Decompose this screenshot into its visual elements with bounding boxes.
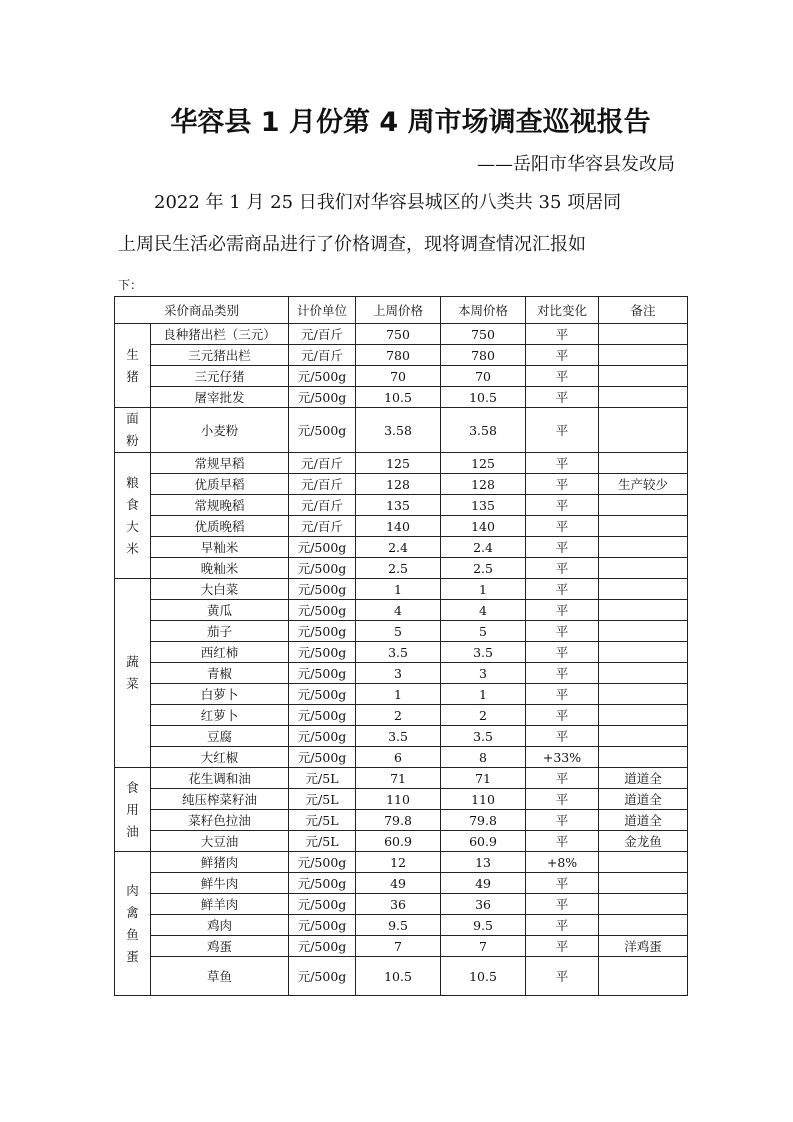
item-cell: 大豆油 — [151, 831, 289, 852]
change-cell: 平 — [526, 915, 599, 936]
this-week-price-cell: 8 — [441, 747, 526, 768]
item-cell: 小麦粉 — [151, 408, 289, 453]
intro-line-1: 2022 年 1 月 25 日我们对华容县城区的八类共 35 项居同 — [154, 192, 622, 213]
this-week-price-cell: 125 — [441, 453, 526, 474]
change-cell: +33% — [526, 747, 599, 768]
item-cell: 良种猪出栏（三元） — [151, 324, 289, 345]
unit-cell: 元/500g — [289, 537, 356, 558]
unit-cell: 元/500g — [289, 600, 356, 621]
note-cell — [599, 387, 688, 408]
intro-line-2: 上周民生活必需商品进行了价格调查，现将调查情况汇报如 — [118, 234, 586, 255]
table-header-row — [115, 297, 688, 324]
table-row — [115, 408, 688, 453]
this-week-price-cell: 3.5 — [441, 642, 526, 663]
change-cell: +8% — [526, 852, 599, 873]
table-row — [115, 495, 688, 516]
last-week-price-cell: 2 — [356, 705, 441, 726]
this-week-price-cell: 3 — [441, 663, 526, 684]
change-cell: 平 — [526, 324, 599, 345]
header-unit: 计价单位 — [289, 297, 356, 324]
table-row — [115, 537, 688, 558]
item-cell: 青椒 — [151, 663, 289, 684]
unit-cell: 元/500g — [289, 726, 356, 747]
change-cell: 平 — [526, 957, 599, 996]
table-row — [115, 747, 688, 768]
price-survey-table — [114, 296, 688, 996]
item-cell: 优质晚稻 — [151, 516, 289, 537]
note-cell — [599, 324, 688, 345]
table-row — [115, 726, 688, 747]
unit-cell: 元/5L — [289, 789, 356, 810]
change-cell: 平 — [526, 474, 599, 495]
change-cell: 平 — [526, 642, 599, 663]
change-cell: 平 — [526, 705, 599, 726]
note-cell: 道道全 — [599, 810, 688, 831]
header-note: 备注 — [599, 297, 688, 324]
category-cell: 蔬 菜 — [115, 579, 151, 768]
this-week-price-cell: 750 — [441, 324, 526, 345]
item-cell: 豆腐 — [151, 726, 289, 747]
last-week-price-cell: 6 — [356, 747, 441, 768]
table-row — [115, 600, 688, 621]
last-week-price-cell: 3 — [356, 663, 441, 684]
unit-cell: 元/百斤 — [289, 324, 356, 345]
last-week-price-cell: 5 — [356, 621, 441, 642]
change-cell: 平 — [526, 537, 599, 558]
table-row — [115, 345, 688, 366]
this-week-price-cell: 10.5 — [441, 957, 526, 996]
this-week-price-cell: 1 — [441, 579, 526, 600]
change-cell: 平 — [526, 387, 599, 408]
note-cell — [599, 345, 688, 366]
unit-cell: 元/500g — [289, 366, 356, 387]
change-cell: 平 — [526, 936, 599, 957]
table-row — [115, 936, 688, 957]
item-cell: 茄子 — [151, 621, 289, 642]
last-week-price-cell: 128 — [356, 474, 441, 495]
last-week-price-cell: 750 — [356, 324, 441, 345]
unit-cell: 元/500g — [289, 852, 356, 873]
last-week-price-cell: 3.58 — [356, 408, 441, 453]
table-row — [115, 474, 688, 495]
last-week-price-cell: 60.9 — [356, 831, 441, 852]
this-week-price-cell: 2.4 — [441, 537, 526, 558]
unit-cell: 元/500g — [289, 579, 356, 600]
this-week-price-cell: 3.5 — [441, 726, 526, 747]
item-cell: 黄瓜 — [151, 600, 289, 621]
unit-cell: 元/500g — [289, 558, 356, 579]
unit-cell: 元/500g — [289, 663, 356, 684]
category-cell: 粮 食 大 米 — [115, 453, 151, 579]
change-cell: 平 — [526, 621, 599, 642]
note-cell — [599, 684, 688, 705]
last-week-price-cell: 7 — [356, 936, 441, 957]
last-week-price-cell: 12 — [356, 852, 441, 873]
signature: ——岳阳市华容县发改局 — [477, 154, 675, 175]
table-row — [115, 789, 688, 810]
unit-cell: 元/500g — [289, 387, 356, 408]
note-cell — [599, 705, 688, 726]
unit-cell: 元/500g — [289, 936, 356, 957]
last-week-price-cell: 3.5 — [356, 726, 441, 747]
unit-cell: 元/500g — [289, 957, 356, 996]
note-cell — [599, 663, 688, 684]
unit-cell: 元/百斤 — [289, 516, 356, 537]
table-row — [115, 558, 688, 579]
change-cell: 平 — [526, 873, 599, 894]
table-row — [115, 366, 688, 387]
item-cell: 纯压榨菜籽油 — [151, 789, 289, 810]
change-cell: 平 — [526, 366, 599, 387]
change-cell: 平 — [526, 726, 599, 747]
unit-cell: 元/500g — [289, 684, 356, 705]
last-week-price-cell: 1 — [356, 579, 441, 600]
table-row — [115, 642, 688, 663]
note-cell — [599, 537, 688, 558]
last-week-price-cell: 3.5 — [356, 642, 441, 663]
unit-cell: 元/5L — [289, 810, 356, 831]
table-row — [115, 579, 688, 600]
item-cell: 西红柿 — [151, 642, 289, 663]
last-week-price-cell: 71 — [356, 768, 441, 789]
item-cell: 常规晚稻 — [151, 495, 289, 516]
intro-line-3: 下： — [118, 278, 143, 292]
item-cell: 常规早稻 — [151, 453, 289, 474]
table-row — [115, 810, 688, 831]
unit-cell: 元/500g — [289, 642, 356, 663]
category-cell: 肉 禽 鱼 蛋 — [115, 852, 151, 996]
item-cell: 花生调和油 — [151, 768, 289, 789]
this-week-price-cell: 2.5 — [441, 558, 526, 579]
this-week-price-cell: 140 — [441, 516, 526, 537]
last-week-price-cell: 135 — [356, 495, 441, 516]
page-title: 华容县 1 月份第 4 周市场调查巡视报告 — [170, 107, 651, 138]
change-cell: 平 — [526, 516, 599, 537]
table-row — [115, 684, 688, 705]
note-cell — [599, 366, 688, 387]
this-week-price-cell: 70 — [441, 366, 526, 387]
unit-cell: 元/百斤 — [289, 495, 356, 516]
category-cell: 面 粉 — [115, 408, 151, 453]
note-cell — [599, 642, 688, 663]
note-cell — [599, 894, 688, 915]
this-week-price-cell: 49 — [441, 873, 526, 894]
last-week-price-cell: 9.5 — [356, 915, 441, 936]
unit-cell: 元/500g — [289, 408, 356, 453]
unit-cell: 元/500g — [289, 894, 356, 915]
unit-cell: 元/500g — [289, 747, 356, 768]
table-row — [115, 453, 688, 474]
item-cell: 鲜牛肉 — [151, 873, 289, 894]
item-cell: 晚籼米 — [151, 558, 289, 579]
item-cell: 鸡蛋 — [151, 936, 289, 957]
item-cell: 优质早稻 — [151, 474, 289, 495]
note-cell — [599, 558, 688, 579]
this-week-price-cell: 36 — [441, 894, 526, 915]
change-cell: 平 — [526, 684, 599, 705]
item-cell: 三元仔猪 — [151, 366, 289, 387]
header-last-week-price: 上周价格 — [356, 297, 441, 324]
note-cell — [599, 495, 688, 516]
category-cell: 食 用 油 — [115, 768, 151, 852]
table-row — [115, 915, 688, 936]
note-cell — [599, 600, 688, 621]
table-row — [115, 387, 688, 408]
unit-cell: 元/百斤 — [289, 453, 356, 474]
this-week-price-cell: 79.8 — [441, 810, 526, 831]
note-cell — [599, 621, 688, 642]
table-row — [115, 957, 688, 996]
table-row — [115, 873, 688, 894]
change-cell: 平 — [526, 579, 599, 600]
table-row — [115, 516, 688, 537]
this-week-price-cell: 3.58 — [441, 408, 526, 453]
table-row — [115, 705, 688, 726]
this-week-price-cell: 10.5 — [441, 387, 526, 408]
header-change: 对比变化 — [526, 297, 599, 324]
last-week-price-cell: 780 — [356, 345, 441, 366]
last-week-price-cell: 36 — [356, 894, 441, 915]
note-cell: 洋鸡蛋 — [599, 936, 688, 957]
change-cell: 平 — [526, 663, 599, 684]
this-week-price-cell: 780 — [441, 345, 526, 366]
last-week-price-cell: 140 — [356, 516, 441, 537]
table-row — [115, 852, 688, 873]
this-week-price-cell: 2 — [441, 705, 526, 726]
last-week-price-cell: 10.5 — [356, 957, 441, 996]
change-cell: 平 — [526, 789, 599, 810]
last-week-price-cell: 70 — [356, 366, 441, 387]
this-week-price-cell: 135 — [441, 495, 526, 516]
change-cell: 平 — [526, 600, 599, 621]
item-cell: 菜籽色拉油 — [151, 810, 289, 831]
header-this-week-price: 本周价格 — [441, 297, 526, 324]
this-week-price-cell: 13 — [441, 852, 526, 873]
change-cell: 平 — [526, 768, 599, 789]
note-cell — [599, 957, 688, 996]
note-cell — [599, 747, 688, 768]
change-cell: 平 — [526, 408, 599, 453]
item-cell: 早籼米 — [151, 537, 289, 558]
last-week-price-cell: 79.8 — [356, 810, 441, 831]
table-row — [115, 621, 688, 642]
table-body — [115, 324, 688, 996]
note-cell: 金龙鱼 — [599, 831, 688, 852]
unit-cell: 元/5L — [289, 768, 356, 789]
change-cell: 平 — [526, 894, 599, 915]
unit-cell: 元/百斤 — [289, 345, 356, 366]
item-cell: 鸡肉 — [151, 915, 289, 936]
note-cell — [599, 726, 688, 747]
last-week-price-cell: 2.5 — [356, 558, 441, 579]
table-row — [115, 324, 688, 345]
last-week-price-cell: 1 — [356, 684, 441, 705]
this-week-price-cell: 4 — [441, 600, 526, 621]
this-week-price-cell: 5 — [441, 621, 526, 642]
table-row — [115, 894, 688, 915]
item-cell: 屠宰批发 — [151, 387, 289, 408]
item-cell: 红萝卜 — [151, 705, 289, 726]
last-week-price-cell: 110 — [356, 789, 441, 810]
table-row — [115, 768, 688, 789]
header-category: 采价商品类别 — [115, 297, 289, 324]
change-cell: 平 — [526, 810, 599, 831]
unit-cell: 元/百斤 — [289, 474, 356, 495]
change-cell: 平 — [526, 495, 599, 516]
note-cell — [599, 408, 688, 453]
category-cell: 生 猪 — [115, 324, 151, 408]
unit-cell: 元/500g — [289, 915, 356, 936]
this-week-price-cell: 71 — [441, 768, 526, 789]
this-week-price-cell: 7 — [441, 936, 526, 957]
change-cell: 平 — [526, 345, 599, 366]
last-week-price-cell: 4 — [356, 600, 441, 621]
item-cell: 鲜猪肉 — [151, 852, 289, 873]
note-cell — [599, 852, 688, 873]
unit-cell: 元/500g — [289, 873, 356, 894]
unit-cell: 元/5L — [289, 831, 356, 852]
item-cell: 大红椒 — [151, 747, 289, 768]
item-cell: 鲜羊肉 — [151, 894, 289, 915]
note-cell: 生产较少 — [599, 474, 688, 495]
note-cell: 道道全 — [599, 768, 688, 789]
change-cell: 平 — [526, 453, 599, 474]
note-cell — [599, 915, 688, 936]
unit-cell: 元/500g — [289, 621, 356, 642]
this-week-price-cell: 110 — [441, 789, 526, 810]
last-week-price-cell: 10.5 — [356, 387, 441, 408]
last-week-price-cell: 49 — [356, 873, 441, 894]
this-week-price-cell: 60.9 — [441, 831, 526, 852]
item-cell: 三元猪出栏 — [151, 345, 289, 366]
this-week-price-cell: 128 — [441, 474, 526, 495]
table-row — [115, 663, 688, 684]
change-cell: 平 — [526, 831, 599, 852]
last-week-price-cell: 2.4 — [356, 537, 441, 558]
this-week-price-cell: 9.5 — [441, 915, 526, 936]
this-week-price-cell: 1 — [441, 684, 526, 705]
item-cell: 大白菜 — [151, 579, 289, 600]
item-cell: 白萝卜 — [151, 684, 289, 705]
item-cell: 草鱼 — [151, 957, 289, 996]
note-cell — [599, 453, 688, 474]
change-cell: 平 — [526, 558, 599, 579]
unit-cell: 元/500g — [289, 705, 356, 726]
note-cell — [599, 579, 688, 600]
note-cell — [599, 873, 688, 894]
note-cell: 道道全 — [599, 789, 688, 810]
note-cell — [599, 516, 688, 537]
table-row — [115, 831, 688, 852]
last-week-price-cell: 125 — [356, 453, 441, 474]
